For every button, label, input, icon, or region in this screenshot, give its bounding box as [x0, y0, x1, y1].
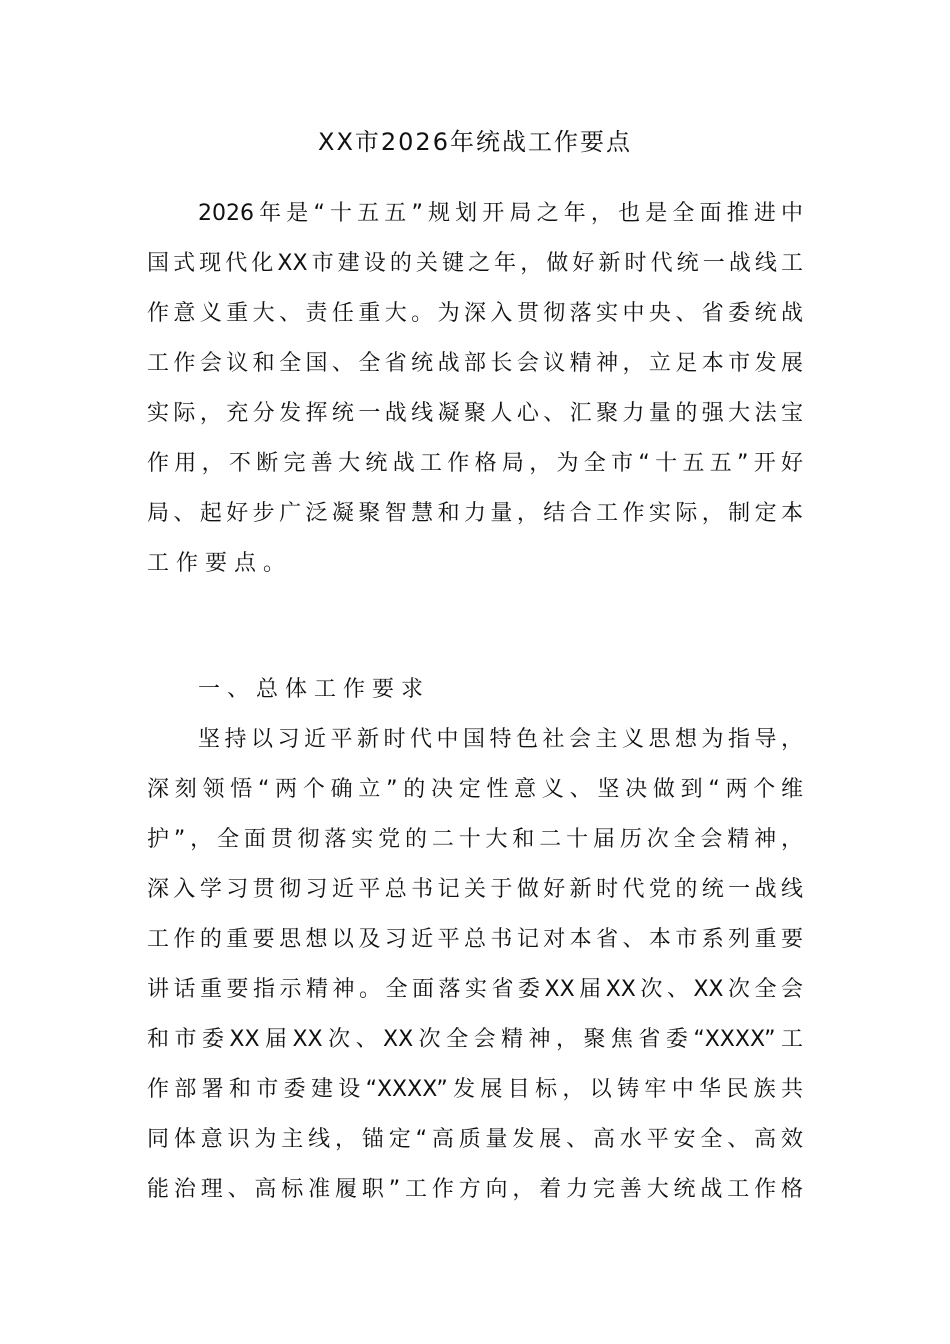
paragraph-line: 深入学习贯彻习近平总书记关于做好新时代党的统一战线 [147, 877, 803, 902]
paragraph-line: 同体意识为主线，锚定“高质量发展、高水平安全、高效 [147, 1127, 803, 1152]
paragraph-line: 深刻领悟“两个确立”的决定性意义、坚决做到“两个维 [147, 777, 803, 802]
paragraph-line: 工作的重要思想以及习近平总书记对本省、本市系列重要 [147, 927, 803, 952]
paragraph-line: 和市委XX届XX次、XX次全会精神，聚焦省委“XXXX”工 [147, 1027, 803, 1052]
paragraph-line: 工作要点。 [147, 551, 293, 576]
paragraph-line: 坚持以习近平新时代中国特色社会主义思想为指导， [198, 727, 803, 752]
paragraph-line: 作用，不断完善大统战工作格局，为全市“十五五”开好 [147, 451, 803, 476]
paragraph-line: 能治理、高标准履职”工作方向，着力完善大统战工作格 [147, 1177, 803, 1202]
paragraph-line: 实际，充分发挥统一战线凝聚人心、汇聚力量的强大法宝 [147, 401, 803, 426]
paragraph-line: 护”，全面贯彻落实党的二十大和二十届历次全会精神， [147, 827, 803, 852]
paragraph-line: 作部署和市委建设“XXXX”发展目标，以铸牢中华民族共 [147, 1077, 803, 1102]
paragraph-line: 局、起好步广泛凝聚智慧和力量，结合工作实际，制定本 [147, 501, 803, 526]
paragraph-line: 工作会议和全国、全省统战部长会议精神，立足本市发展 [147, 351, 803, 376]
paragraph-line: 作意义重大、责任重大。为深入贯彻落实中央、省委统战 [147, 301, 803, 326]
paragraph-line: 讲话重要指示精神。全面落实省委XX届XX次、XX次全会 [147, 977, 803, 1002]
document-title: XX市2026年统战工作要点 [318, 128, 632, 156]
paragraph-line: 2026年是“十五五”规划开局之年，也是全面推进中 [198, 201, 803, 226]
section-heading: 一、总体工作要求 [198, 677, 431, 702]
paragraph-line: 国式现代化XX市建设的关键之年，做好新时代统一战线工 [147, 251, 803, 276]
